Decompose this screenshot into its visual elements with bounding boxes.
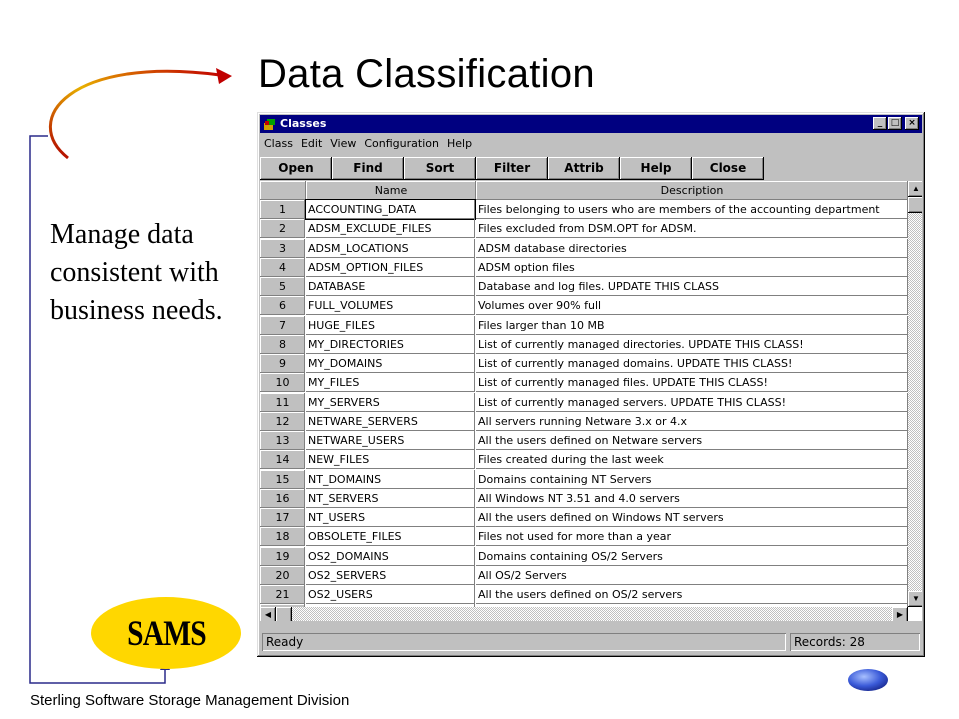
class-name-cell[interactable]: OS2_DOMAINS — [306, 547, 475, 566]
class-description-cell[interactable]: Files not used for more than a year — [476, 527, 908, 546]
class-description-cell[interactable]: ADSM option files — [476, 258, 908, 277]
table-row[interactable] — [260, 393, 908, 412]
class-name-cell[interactable]: DATABASE — [306, 277, 475, 296]
arrow-head — [216, 68, 232, 84]
table-row[interactable] — [260, 316, 908, 335]
class-description-cell[interactable]: Files excluded from DSM.OPT for ADSM. — [476, 219, 908, 238]
table-row[interactable] — [260, 566, 908, 585]
app-icon — [263, 117, 277, 131]
table-row[interactable] — [260, 431, 908, 450]
scroll-left-icon[interactable]: ◀ — [260, 607, 276, 621]
class-name-cell[interactable]: NEW_FILES — [306, 450, 475, 469]
row-number[interactable]: 12 — [260, 412, 305, 431]
table-row[interactable] — [260, 277, 908, 296]
table-row[interactable] — [260, 508, 908, 527]
row-number[interactable]: 16 — [260, 489, 305, 508]
row-number[interactable]: 4 — [260, 258, 305, 277]
logo-text: SAMS — [127, 613, 206, 653]
table-row[interactable] — [260, 258, 908, 277]
vertical-scrollbar[interactable] — [908, 181, 922, 607]
table-row[interactable] — [260, 547, 908, 566]
menu-edit[interactable]: Edit — [300, 137, 323, 150]
table-row[interactable] — [260, 412, 908, 431]
row-number[interactable]: 20 — [260, 566, 305, 585]
minimize-icon[interactable]: _ — [873, 117, 887, 130]
table-row[interactable] — [260, 354, 908, 373]
class-description-cell[interactable]: List of currently managed domains. UPDATE THIS CLASS! — [476, 354, 908, 373]
scroll-down-icon[interactable]: ▼ — [908, 591, 922, 607]
class-name-cell[interactable]: ADSM_OPTION_FILES — [306, 258, 475, 277]
window-title: Classes — [280, 117, 327, 130]
menu-help[interactable]: Help — [446, 137, 473, 150]
class-name-cell[interactable]: OS2_SERVERS — [306, 566, 475, 585]
scroll-right-icon[interactable]: ▶ — [892, 607, 908, 621]
maximize-icon[interactable]: □ — [888, 117, 902, 130]
class-name-cell[interactable]: HUGE_FILES — [306, 316, 475, 335]
row-number[interactable]: 19 — [260, 547, 305, 566]
table-row[interactable] — [260, 239, 908, 258]
menu-configuration[interactable]: Configuration — [364, 137, 439, 150]
class-description-cell[interactable]: All the users defined on OS/2 servers — [476, 585, 908, 604]
class-name-cell[interactable]: ADSM_EXCLUDE_FILES — [306, 219, 475, 238]
row-number[interactable]: 2 — [260, 219, 305, 238]
table-row[interactable] — [260, 219, 908, 238]
row-number[interactable]: 21 — [260, 585, 305, 604]
find-button[interactable]: Find — [332, 157, 404, 180]
row-number[interactable]: 14 — [260, 450, 305, 469]
class-description-cell[interactable]: ADSM database directories — [476, 239, 908, 258]
status-state: Ready — [262, 633, 786, 651]
class-description-cell[interactable]: Files larger than 10 MB — [476, 316, 908, 335]
row-number[interactable]: 3 — [260, 239, 305, 258]
class-name-cell[interactable]: NT_USERS — [306, 508, 475, 527]
row-number[interactable]: 9 — [260, 354, 305, 373]
header-name[interactable]: Name — [306, 181, 476, 200]
class-description-cell[interactable]: Domains containing OS/2 Servers — [476, 547, 908, 566]
row-number[interactable]: 7 — [260, 316, 305, 335]
row-number[interactable]: 15 — [260, 470, 305, 489]
class-description-cell[interactable]: All Windows NT 3.51 and 4.0 servers — [476, 489, 908, 508]
class-description-cell[interactable]: Database and log files. UPDATE THIS CLASS — [476, 277, 908, 296]
class-description-cell[interactable]: List of currently managed files. UPDATE THIS CLASS! — [476, 373, 908, 392]
class-name-cell[interactable]: ACCOUNTING_DATA — [306, 200, 475, 219]
close-icon[interactable]: × — [905, 117, 919, 130]
class-name-cell[interactable]: MY_DOMAINS — [306, 354, 475, 373]
class-name-cell[interactable]: OBSOLETE_FILES — [306, 527, 475, 546]
header-corner[interactable] — [260, 181, 306, 200]
filter-button[interactable]: Filter — [476, 157, 548, 180]
class-name-cell[interactable]: MY_DIRECTORIES — [306, 335, 475, 354]
classes-window — [257, 112, 925, 657]
sams-logo — [91, 597, 242, 670]
menu-class[interactable]: Class — [264, 137, 293, 150]
table-row[interactable] — [260, 470, 908, 489]
curved-arrow-icon — [50, 71, 220, 158]
header-description[interactable]: Description — [476, 181, 908, 200]
class-name-cell[interactable]: MY_FILES — [306, 373, 475, 392]
table-row[interactable] — [260, 527, 908, 546]
classes-grid — [260, 181, 922, 621]
table-row[interactable] — [260, 373, 908, 392]
class-description-cell[interactable]: All OS/2 Servers — [476, 566, 908, 585]
horizontal-scrollbar[interactable] — [260, 607, 908, 621]
class-name-cell[interactable]: NETWARE_SERVERS — [306, 412, 475, 431]
window-titlebar[interactable] — [260, 115, 922, 133]
row-number[interactable]: 6 — [260, 296, 305, 315]
row-number[interactable]: 1 — [260, 200, 305, 219]
table-row[interactable] — [260, 489, 908, 508]
class-name-cell[interactable]: MY_SERVERS — [306, 393, 475, 412]
scroll-thumb[interactable] — [908, 197, 922, 213]
status-records: Records: 28 — [790, 633, 920, 651]
menu-bar — [260, 135, 476, 153]
attrib-button[interactable]: Attrib — [548, 157, 620, 180]
row-number[interactable]: 8 — [260, 335, 305, 354]
hscroll-thumb[interactable] — [276, 607, 292, 621]
menu-view[interactable]: View — [330, 137, 357, 150]
table-row[interactable] — [260, 200, 908, 219]
row-number[interactable]: 5 — [260, 277, 305, 296]
class-description-cell[interactable]: Files belonging to users who are members of the accounting department — [476, 200, 908, 219]
sort-button[interactable]: Sort — [404, 157, 476, 180]
bullet-ellipse — [848, 669, 888, 691]
open-button[interactable]: Open — [260, 157, 332, 180]
class-name-cell[interactable]: NT_SERVERS — [306, 489, 475, 508]
row-number[interactable]: 13 — [260, 431, 305, 450]
class-name-cell[interactable]: ADSM_LOCATIONS — [306, 239, 475, 258]
class-description-cell[interactable]: All servers running Netware 3.x or 4.x — [476, 412, 908, 431]
class-description-cell[interactable]: Domains containing NT Servers — [476, 470, 908, 489]
row-number[interactable]: 11 — [260, 393, 305, 412]
class-name-cell[interactable]: OS2_USERS — [306, 585, 475, 604]
class-name-cell[interactable]: NT_DOMAINS — [306, 470, 475, 489]
class-description-cell[interactable]: All the users defined on Netware servers — [476, 431, 908, 450]
table-row[interactable] — [260, 296, 908, 315]
row-number[interactable]: 10 — [260, 373, 305, 392]
class-description-cell[interactable]: All the users defined on Windows NT servers — [476, 508, 908, 527]
row-number[interactable]: 17 — [260, 508, 305, 527]
footer-text: Sterling Software Storage Management Division — [30, 692, 350, 709]
help-button[interactable]: Help — [620, 157, 692, 180]
table-row[interactable] — [260, 335, 908, 354]
class-description-cell[interactable]: Volumes over 90% full — [476, 296, 908, 315]
status-bar — [260, 631, 922, 653]
class-description-cell[interactable]: List of currently managed servers. UPDATE THIS CLASS! — [476, 393, 908, 412]
close-button[interactable]: Close — [692, 157, 764, 180]
side-text: Manage data consistent with business needs. — [50, 219, 223, 326]
row-number[interactable]: 18 — [260, 527, 305, 546]
slide-title: Data Classification — [258, 52, 595, 96]
table-row[interactable] — [260, 585, 908, 604]
class-description-cell[interactable]: List of currently managed directories. UPDATE THIS CLASS! — [476, 335, 908, 354]
class-name-cell[interactable]: FULL_VOLUMES — [306, 296, 475, 315]
class-description-cell[interactable]: Files created during the last week — [476, 450, 908, 469]
table-row[interactable] — [260, 450, 908, 469]
class-name-cell[interactable]: NETWARE_USERS — [306, 431, 475, 450]
scroll-up-icon[interactable]: ▲ — [908, 181, 922, 197]
